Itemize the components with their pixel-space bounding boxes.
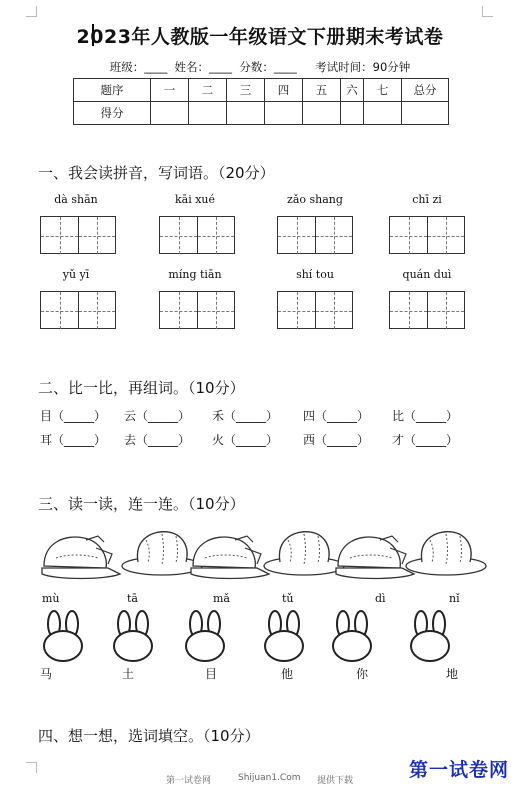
score-cell [364, 102, 402, 125]
row-label: 得分 [74, 102, 151, 125]
compare-word: 去（_____） [124, 433, 191, 447]
header-cell: 题序 [74, 79, 151, 102]
bunny-picture [265, 611, 303, 661]
section4-title: 四、想一想，选词填空。（10分） [38, 727, 260, 745]
writing-grid[interactable] [159, 216, 235, 254]
character-label: 他 [281, 667, 294, 681]
hat-picture [406, 532, 486, 575]
character-label: 目 [205, 667, 218, 681]
class-label: 班级：____ [109, 60, 168, 74]
footer-download-text: 提供下载 [317, 776, 354, 786]
footer-site-name: 第一试卷网 [166, 776, 212, 786]
corner-mark [482, 6, 493, 17]
corner-mark [26, 6, 37, 17]
page-title: 2023年人教版一年级语文下册期末考试卷 [76, 26, 444, 48]
bunny-picture [44, 611, 82, 661]
score-cell [303, 102, 341, 125]
bunny-picture [333, 611, 371, 661]
writing-grid[interactable] [40, 291, 116, 329]
score-table-header [74, 79, 449, 102]
score-cell [151, 102, 189, 125]
section2-title: 二、比一比，再组词。（10分） [38, 379, 245, 397]
time-label: 考试时间：90分钟 [315, 60, 411, 74]
bunny-picture [114, 611, 152, 661]
compare-word: 火（_____） [212, 433, 279, 447]
pinyin-label: kāi xué [174, 193, 216, 206]
cap-picture [42, 536, 120, 579]
score-table-row [74, 102, 449, 125]
name-label: 姓名：____ [174, 60, 233, 74]
score-table [73, 78, 449, 125]
hat-picture [264, 532, 344, 575]
corner-mark [26, 762, 37, 773]
cap-picture [336, 536, 414, 579]
score-cell [265, 102, 303, 125]
student-info [0, 59, 520, 75]
pinyin-label: mù [42, 592, 60, 605]
header-cell: 三 [227, 79, 265, 102]
bunny-picture [411, 611, 449, 661]
pinyin-label: shí tou [296, 268, 334, 281]
character-label: 你 [356, 667, 369, 681]
pinyin-label: zǎo shang [287, 193, 343, 206]
pinyin-label: míng tiān [168, 268, 222, 281]
section1-title: 一、我会读拼音，写词语。（20分） [38, 164, 275, 182]
header-cell: 五 [303, 79, 341, 102]
header-cell: 总分 [402, 79, 449, 102]
pinyin-label: dì [375, 592, 386, 605]
header-cell: 二 [189, 79, 227, 102]
pinyin-label: yǔ yī [62, 268, 90, 281]
score-cell [227, 102, 265, 125]
score-cell [189, 102, 227, 125]
compare-word: 耳（_____） [40, 433, 107, 447]
header-cell: 七 [364, 79, 402, 102]
writing-grid[interactable] [389, 216, 465, 254]
header-cell: 四 [265, 79, 303, 102]
character-label: 马 [40, 667, 53, 681]
pinyin-label: chī zi [412, 193, 442, 206]
cap-picture [191, 536, 269, 579]
header-cell: 六 [341, 79, 364, 102]
compare-word: 禾（_____） [212, 409, 279, 423]
brand-watermark: 第一试卷网 [409, 759, 510, 781]
pinyin-label: dà shān [54, 193, 98, 206]
character-label: 土 [122, 667, 135, 681]
compare-word: 四（_____） [303, 409, 370, 423]
writing-grid[interactable] [389, 291, 465, 329]
section3-title: 三、读一读，连一连。（10分） [38, 495, 245, 513]
score-label: 分数：____ [239, 60, 297, 74]
hat-picture [122, 532, 202, 575]
pinyin-label: quán duì [402, 268, 452, 281]
writing-grid[interactable] [40, 216, 116, 254]
compare-word: 云（_____） [124, 409, 191, 423]
writing-grid[interactable] [159, 291, 235, 329]
score-cell [341, 102, 364, 125]
bunny-picture [186, 611, 224, 661]
matching-illustrations [0, 520, 520, 690]
compare-word: 比（_____） [392, 409, 459, 423]
pinyin-label: tā [127, 592, 138, 605]
score-cell [402, 102, 449, 125]
pinyin-label: nǐ [449, 592, 460, 605]
footer-site-url[interactable]: Shijuan1.Com [238, 773, 301, 783]
writing-grid[interactable] [277, 291, 353, 329]
header-cell: 一 [151, 79, 189, 102]
pinyin-label: mǎ [213, 592, 230, 605]
writing-grid[interactable] [277, 216, 353, 254]
character-label: 地 [446, 667, 459, 681]
pinyin-label: tǔ [282, 592, 294, 605]
compare-word: 西（_____） [303, 433, 370, 447]
compare-word: 目（_____） [40, 409, 107, 423]
compare-word: 才（_____） [392, 433, 459, 447]
